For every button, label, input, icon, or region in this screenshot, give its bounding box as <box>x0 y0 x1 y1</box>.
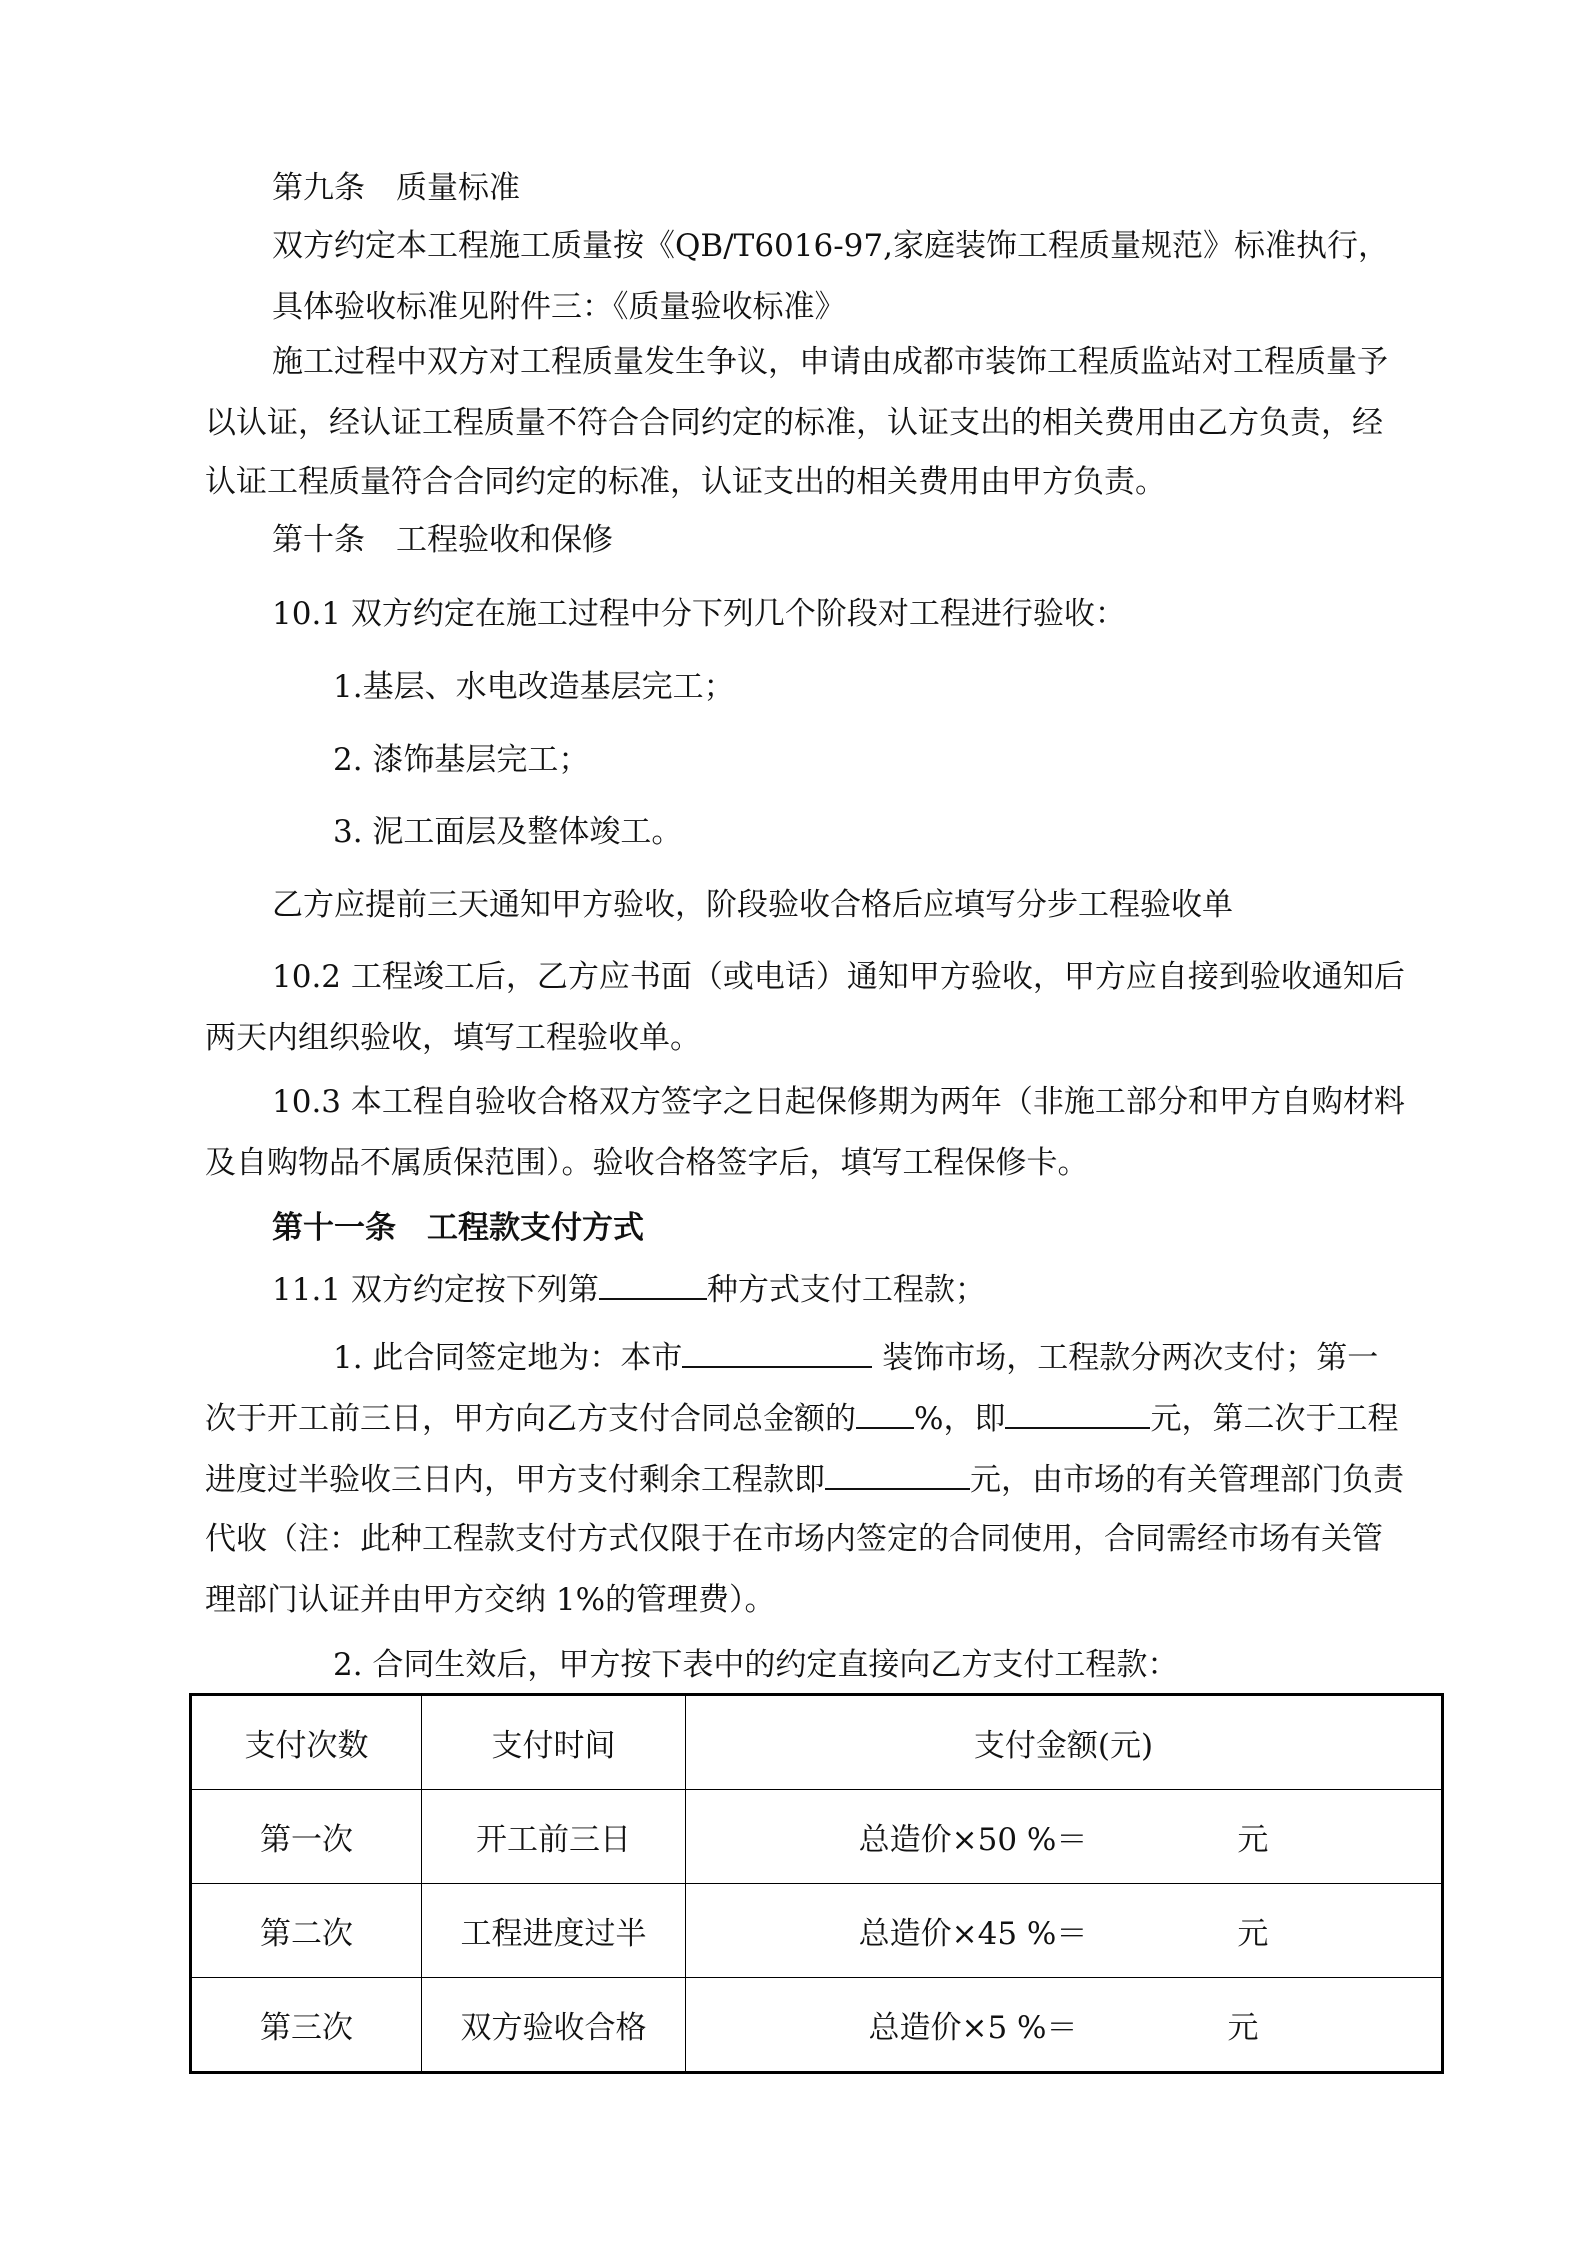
first-amount-blank[interactable] <box>1005 1397 1150 1429</box>
row1-amount: 总造价×50 %＝ <box>858 1822 1088 1858</box>
city-blank[interactable] <box>682 1336 872 1368</box>
header-when: 支付时间 <box>422 1695 686 1790</box>
row3-when: 双方验收合格 <box>422 1978 686 2073</box>
clause-10-2-line1: 10.2 工程竣工后，乙方应书面（或电话）通知甲方验收，甲方应自接到验收通知后 <box>272 959 1405 995</box>
stage-3: 3. 泥工面层及整体竣工。 <box>333 814 683 850</box>
method1-text-e: 元，第二次于工程 <box>1150 1401 1399 1437</box>
method1-text-a: 1. 此合同签定地为：本市 <box>333 1340 683 1376</box>
table-row <box>191 1884 1443 1978</box>
clause-10-1: 10.1 双方约定在施工过程中分下列几个阶段对工程进行验收： <box>272 596 1126 632</box>
method1-line4: 代收（注：此种工程款支付方式仅限于在市场内签定的合同使用，合同需经市场有关管 <box>205 1521 1383 1557</box>
clause-11-1-suffix: 种方式支付工程款； <box>706 1272 986 1308</box>
row2-amount: 总造价×45 %＝ <box>858 1916 1088 1952</box>
method1-line1 <box>333 1336 1563 1378</box>
article11-heading: 第十一条 工程款支付方式 <box>272 1210 644 1246</box>
row2-times: 第二次 <box>191 1884 422 1978</box>
clause-11-1 <box>272 1268 1502 1310</box>
stage-1: 1.基层、水电改造基层完工； <box>333 669 735 705</box>
article9-p1-line1: 双方约定本工程施工质量按《QB/T6016-97,家庭装饰工程质量规范》标准执行， <box>272 228 1389 264</box>
percent-blank[interactable] <box>856 1397 914 1429</box>
row3-unit: 元 <box>1227 2010 1259 2046</box>
row3-amount-cell[interactable] <box>686 1978 1443 2073</box>
row1-times: 第一次 <box>191 1790 422 1884</box>
row1-amount-cell[interactable] <box>686 1790 1443 1884</box>
header-times: 支付次数 <box>191 1695 422 1790</box>
method1-text-g: 元，由市场的有关管理部门负责 <box>970 1462 1404 1498</box>
method1-text-c: 次于开工前三日，甲方向乙方支付合同总金额的 <box>205 1401 856 1437</box>
method-number-blank[interactable] <box>599 1268 707 1300</box>
method1-line2 <box>205 1397 1435 1439</box>
clause-11-1-prefix: 11.1 双方约定按下列第 <box>272 1272 599 1308</box>
article9-heading: 第九条 质量标准 <box>272 170 520 206</box>
method1-text-d: %，即 <box>914 1401 1006 1437</box>
stage-notice: 乙方应提前三天通知甲方验收，阶段验收合格后应填写分步工程验收单 <box>272 887 1233 923</box>
article9-p1-line2: 具体验收标准见附件三：《质量验收标准》 <box>272 289 846 325</box>
stage-2: 2. 漆饰基层完工； <box>333 742 590 778</box>
payment-table <box>189 1693 1444 2074</box>
table-header-row <box>191 1695 1443 1790</box>
method2: 2. 合同生效后，甲方按下表中的约定直接向乙方支付工程款： <box>333 1647 1179 1683</box>
row2-unit: 元 <box>1237 1916 1269 1952</box>
header-amount: 支付金额(元) <box>686 1695 1443 1790</box>
method1-line5: 理部门认证并由甲方交纳 1%的管理费）。 <box>205 1582 776 1618</box>
row2-when: 工程进度过半 <box>422 1884 686 1978</box>
row2-amount-cell[interactable] <box>686 1884 1443 1978</box>
article9-p2-line3: 认证工程质量符合合同约定的标准，认证支出的相关费用由甲方负责。 <box>205 464 1166 500</box>
method1-line3 <box>205 1458 1435 1500</box>
clause-10-2-line2: 两天内组织验收，填写工程验收单。 <box>205 1020 701 1056</box>
row1-when: 开工前三日 <box>422 1790 686 1884</box>
method1-text-b: 装饰市场，工程款分两次支付；第一 <box>872 1340 1379 1376</box>
article10-heading: 第十条 工程验收和保修 <box>272 522 613 558</box>
table-row <box>191 1978 1443 2073</box>
clause-10-3-line1: 10.3 本工程自验收合格双方签字之日起保修期为两年（非施工部分和甲方自购材料 <box>272 1084 1405 1120</box>
method1-text-f: 进度过半验收三日内，甲方支付剩余工程款即 <box>205 1462 825 1498</box>
row3-amount: 总造价×5 %＝ <box>868 2010 1078 2046</box>
row1-unit: 元 <box>1237 1822 1269 1858</box>
row3-times: 第三次 <box>191 1978 422 2073</box>
article9-p2-line2: 以认证，经认证工程质量不符合合同约定的标准，认证支出的相关费用由乙方负责，经 <box>205 405 1383 441</box>
remaining-amount-blank[interactable] <box>825 1458 970 1490</box>
table-row <box>191 1790 1443 1884</box>
article9-p2-line1: 施工过程中双方对工程质量发生争议，申请由成都市装饰工程质监站对工程质量予 <box>272 344 1388 380</box>
clause-10-3-line2: 及自购物品不属质保范围）。验收合格签字后，填写工程保修卡。 <box>205 1145 1089 1181</box>
